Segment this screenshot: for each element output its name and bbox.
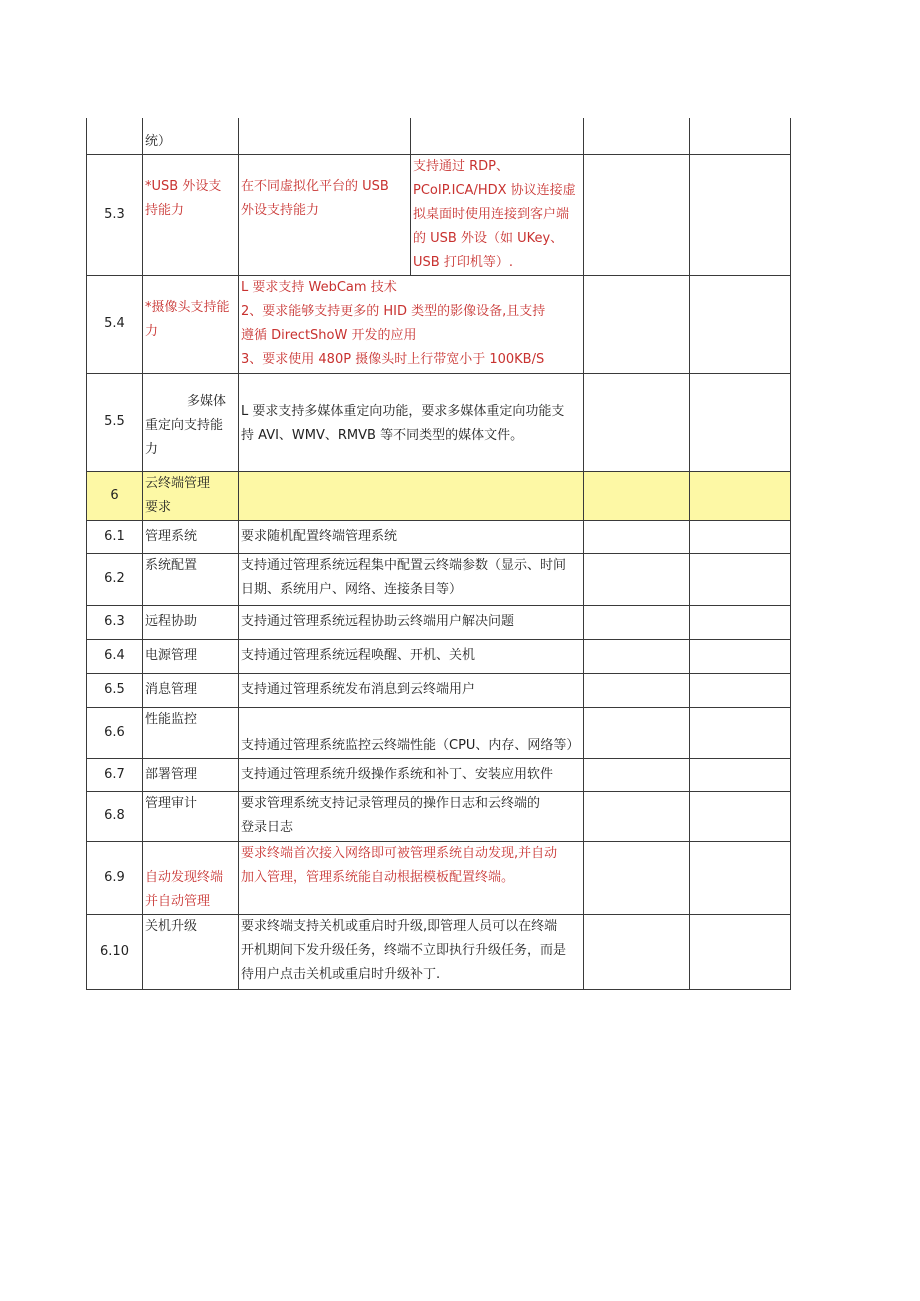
row-number: 6.4 [87, 639, 143, 673]
table-row [87, 914, 791, 989]
item-name: 统） [143, 118, 239, 154]
table-row [87, 791, 791, 841]
response-cell [584, 914, 690, 989]
item-name: *USB 外设支 持能力 [143, 154, 239, 275]
remark-cell [690, 758, 791, 791]
remark-cell [690, 154, 791, 275]
row-number: 6.9 [87, 841, 143, 914]
table-row [87, 605, 791, 639]
row-number: 5.5 [87, 373, 143, 471]
item-name: 远程协助 [143, 605, 239, 639]
requirements-table [86, 118, 791, 990]
remark-cell [690, 471, 791, 520]
item-name: 部署管理 [143, 758, 239, 791]
requirement-cell: 要求随机配置终端管理系统 [239, 520, 584, 553]
table-row [87, 707, 791, 758]
row-number [87, 118, 143, 154]
table-row [87, 118, 791, 154]
row-number: 6.1 [87, 520, 143, 553]
response-cell [584, 639, 690, 673]
row-number: 6.10 [87, 914, 143, 989]
response-cell [584, 673, 690, 707]
table-row [87, 275, 791, 373]
row-number: 6.5 [87, 673, 143, 707]
requirement-cell: 支持通过管理系统远程集中配置云终端参数（显示、时间 日期、系统用户、网络、连接条目等） [239, 553, 584, 605]
response-cell [584, 758, 690, 791]
requirement-cell: 要求管理系统支持记录管理员的操作日志和云终端的 登录日志 [239, 791, 584, 841]
response-cell [584, 553, 690, 605]
remark-cell [690, 707, 791, 758]
row-number: 6 [87, 471, 143, 520]
item-name: *摄像头支持能 力 [143, 275, 239, 373]
response-cell [584, 605, 690, 639]
item-name: 电源管理 [143, 639, 239, 673]
remark-cell [690, 914, 791, 989]
remark-cell [690, 791, 791, 841]
row-number: 6.6 [87, 707, 143, 758]
row-number: 6.2 [87, 553, 143, 605]
requirement-cell: 支持通过管理系统监控云终端性能（CPU、内存、网络等） [239, 707, 584, 758]
row-number: 6.8 [87, 791, 143, 841]
response-cell [584, 471, 690, 520]
item-name: 自动发现终端 并自动管理 [143, 841, 239, 914]
response-cell [584, 118, 690, 154]
requirement-cell: 支持通过管理系统远程唤醒、开机、关机 [239, 639, 584, 673]
table-row [87, 553, 791, 605]
remark-cell [690, 275, 791, 373]
item-name: 关机升级 [143, 914, 239, 989]
remark-cell [690, 605, 791, 639]
table-row [87, 673, 791, 707]
item-name: 消息管理 [143, 673, 239, 707]
requirement-cell: 支持通过管理系统升级操作系统和补丁、安装应用软件 [239, 758, 584, 791]
requirement-text-clipped: L 要求支持 WebCam 技术 2、要求能够支持更多的 HID 类型的影像设备,且支持 遵循 DirectShoW 开发的应用 3、要求使用 480P 摄像头时上行带宽小于 100KB/S [241, 279, 546, 367]
row-number: 6.7 [87, 758, 143, 791]
requirement-cell [239, 275, 584, 373]
requirement-cell: 要求终端支持关机或重启时升级,即管理人员可以在终端 开机期间下发升级任务，终端不立即执行升级任务，而是 待用户点击关机或重启时升级补丁. [239, 914, 584, 989]
requirement-cell: 在不同虚拟化平台的 USB 外设支持能力 [239, 154, 411, 275]
section-header-row [87, 471, 791, 520]
table-row [87, 520, 791, 553]
table-row [87, 841, 791, 914]
response-cell [584, 841, 690, 914]
item-name: 系统配置 [143, 553, 239, 605]
response-cell [584, 791, 690, 841]
remark-cell [690, 520, 791, 553]
response-cell [584, 373, 690, 471]
response-cell [584, 520, 690, 553]
table-row [87, 639, 791, 673]
note-cell: 支持通过 RDP、 PCoIP.ICA/HDX 协议连接虚 拟桌面时使用连接到客户端 的 USB 外设（如 UKey、 USB 打印机等）. [411, 154, 584, 275]
requirement-cell: L 要求支持多媒体重定向功能，要求多媒体重定向功能支 持 AVI、WMV、RMVB 等不同类型的媒体文件。 [239, 373, 584, 471]
remark-cell [690, 673, 791, 707]
response-cell [584, 275, 690, 373]
table-row [87, 373, 791, 471]
table-row [87, 154, 791, 275]
item-name: 云终端管理 要求 [143, 471, 239, 520]
item-name: 多媒体 重定向支持能 力 [143, 373, 239, 471]
requirement-cell [239, 471, 584, 520]
row-number: 6.3 [87, 605, 143, 639]
item-name: 管理审计 [143, 791, 239, 841]
requirement-cell: 支持通过管理系统远程协助云终端用户解决问题 [239, 605, 584, 639]
remark-cell [690, 841, 791, 914]
remark-cell [690, 553, 791, 605]
remark-cell [690, 373, 791, 471]
response-cell [584, 154, 690, 275]
item-name: 管理系统 [143, 520, 239, 553]
remark-cell [690, 118, 791, 154]
response-cell [584, 707, 690, 758]
requirement-cell: 要求终端首次接入网络即可被管理系统自动发现,并自动 加入管理，管理系统能自动根据模板配置终端。 [239, 841, 584, 914]
remark-cell [690, 639, 791, 673]
row-number: 5.4 [87, 275, 143, 373]
item-name: 性能监控 [143, 707, 239, 758]
requirement-cell [239, 118, 411, 154]
row-number: 5.3 [87, 154, 143, 275]
requirement-cell: 支持通过管理系统发布消息到云终端用户 [239, 673, 584, 707]
note-cell [411, 118, 584, 154]
table-row [87, 758, 791, 791]
